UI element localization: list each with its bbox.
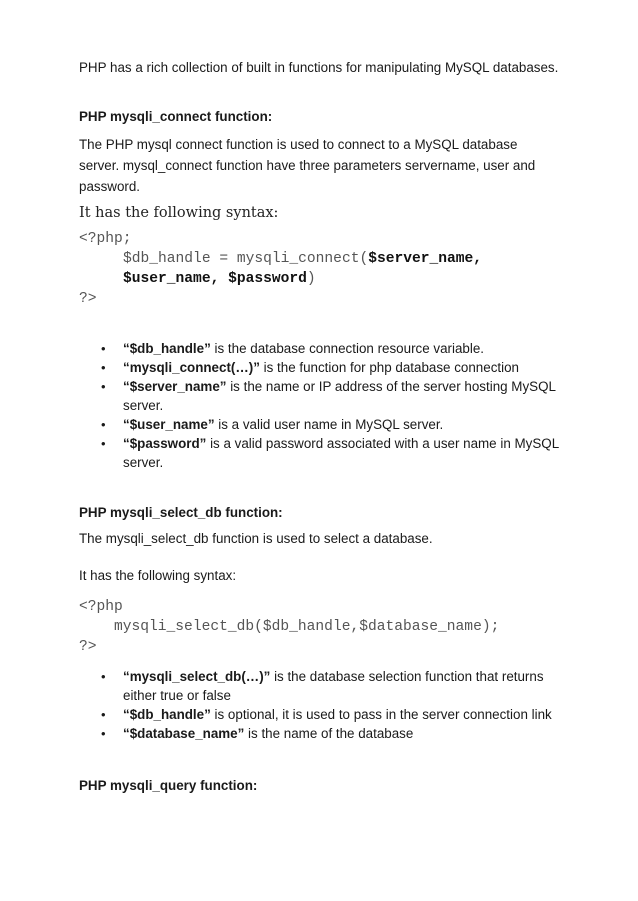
bullet-icon: • [101, 341, 106, 356]
intro-paragraph: PHP has a rich collection of built in functions for manipulating MySQL databases. [79, 60, 559, 75]
bullet-text: is the database selection function that returns either true or false [123, 669, 544, 703]
bullet-text: is the database connection resource variable. [210, 341, 484, 356]
select-db-heading: PHP mysqli_select_db function: [79, 505, 283, 520]
code-close-paren: ) [306, 271, 316, 287]
bullet-term: “mysqli_connect(…)” [123, 360, 260, 375]
bullet-text: is the name of the database [244, 726, 414, 741]
bullet-term: “$password” [123, 436, 207, 451]
list-item [79, 705, 559, 724]
code-line-1: mysqli_select_db($db_handle,$database_name); [114, 619, 500, 635]
select-db-code-block [79, 597, 499, 657]
bullet-term: “mysqli_select_db(…)” [123, 669, 271, 684]
bullet-text: is optional, it is used to pass in the server connection link [210, 707, 552, 722]
bullet-icon: • [101, 417, 106, 432]
list-item [79, 667, 559, 705]
code-close-tag: ?> [79, 639, 97, 655]
code-assignment: $db_handle = mysqli_connect( [123, 251, 369, 267]
bullet-term: “$server_name” [123, 379, 227, 394]
list-item [79, 358, 559, 377]
bullet-icon: • [101, 379, 106, 394]
bullet-icon: • [101, 669, 106, 684]
query-heading: PHP mysqli_query function: [79, 778, 258, 793]
bullet-icon: • [101, 436, 106, 451]
list-item [79, 415, 559, 434]
code-line-2 [79, 269, 482, 289]
code-open-tag: <?php [79, 599, 123, 615]
code-close-tag: ?> [79, 291, 97, 307]
bullet-term: “$db_handle” [123, 707, 211, 722]
list-item [79, 339, 559, 358]
connect-description: The PHP mysql connect function is used to connect to a MySQL database server. mysql_connect function have three parameters servername, user and password. [79, 137, 536, 194]
list-item [79, 377, 559, 415]
bullet-term: “$db_handle” [123, 341, 211, 356]
select-db-bullet-list [79, 667, 559, 743]
bullet-text: is a valid password associated with a user name in MySQL server. [123, 436, 559, 470]
bullet-term: “$user_name” [123, 417, 215, 432]
connect-bullet-list [79, 339, 559, 472]
select-db-syntax-label: It has the following syntax: [79, 568, 237, 583]
code-user-password-params: $user_name, $password [123, 271, 307, 287]
bullet-icon: • [101, 360, 106, 375]
code-line-1 [79, 249, 482, 269]
connect-syntax-label: It has the following syntax: [79, 205, 279, 221]
select-db-description: The mysqli_select_db function is used to select a database. [79, 531, 433, 546]
bullet-icon: • [101, 726, 106, 741]
list-item [79, 434, 559, 472]
bullet-term: “$database_name” [123, 726, 245, 741]
connect-code-block [79, 229, 482, 309]
bullet-text: is the name or IP address of the server hosting MySQL server. [123, 379, 556, 413]
bullet-icon: • [101, 707, 106, 722]
bullet-text: is a valid user name in MySQL server. [214, 417, 444, 432]
list-item [79, 724, 559, 743]
bullet-text: is the function for php database connection [259, 360, 519, 375]
code-server-name-param: $server_name, [368, 251, 483, 267]
code-open-tag: <?php; [79, 231, 132, 247]
connect-heading: PHP mysqli_connect function: [79, 109, 273, 124]
